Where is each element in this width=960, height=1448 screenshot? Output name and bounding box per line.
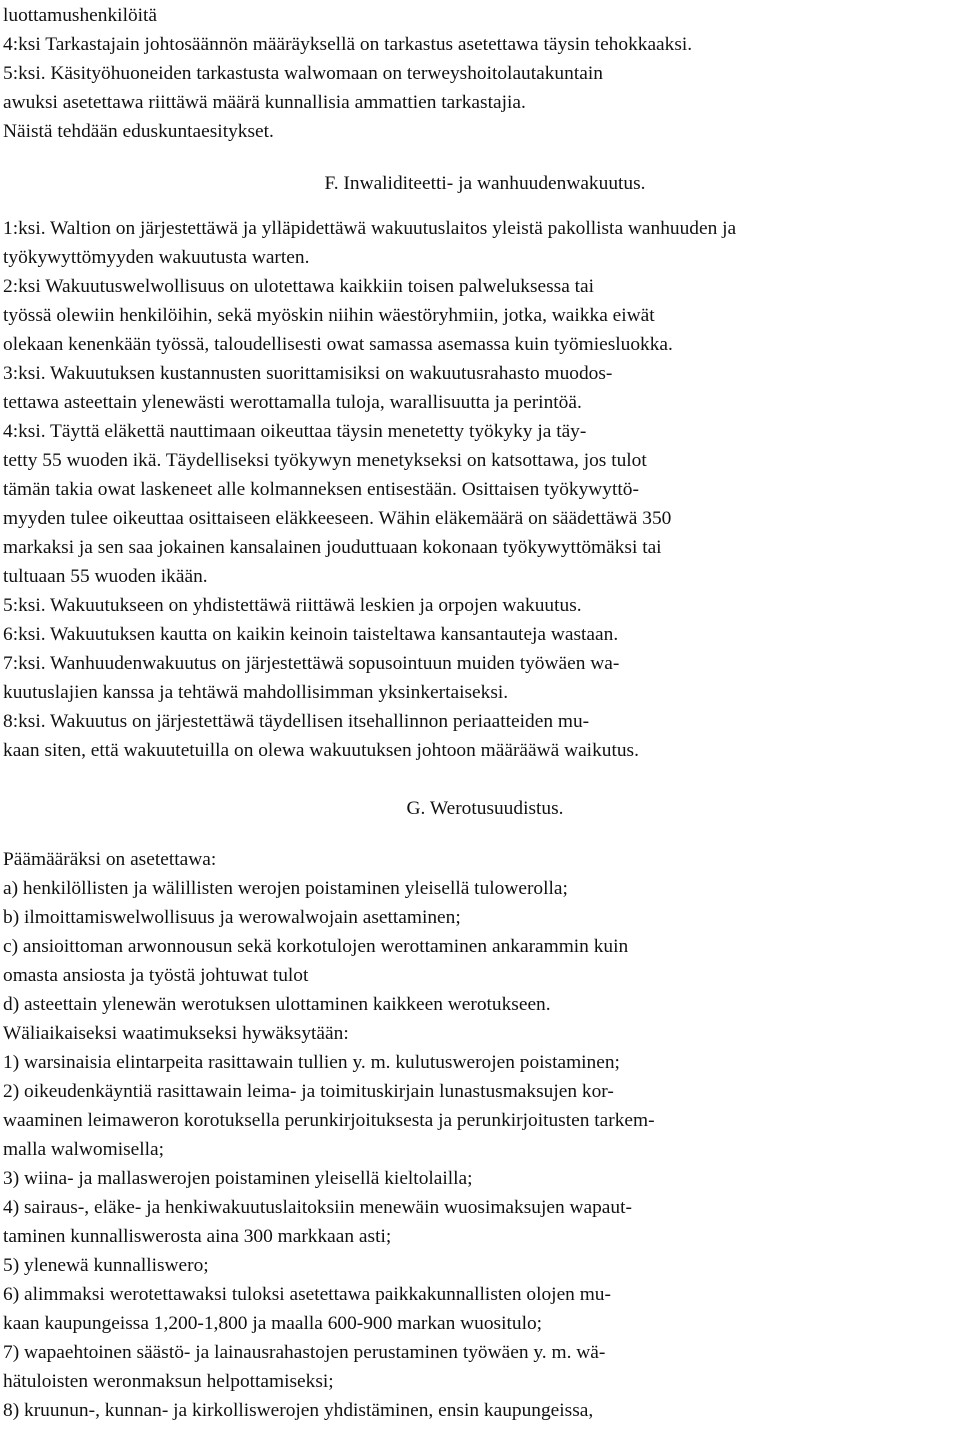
text-line: 1:ksi. Waltion on järjestettäwä ja ylläpidettäwä wakuutuslaitos yleistä pakollista wanhuuden ja <box>3 218 737 239</box>
text-line: tettawa asteettain ylenewästi werottamalla tuloja, warallisuutta ja perintöä. <box>3 392 582 413</box>
text-line: kaan kaupungeissa 1,200-1,800 ja maalla 600-900 markan wuositulo; <box>3 1313 543 1334</box>
text-line: 8) kruunun-, kunnan- ja kirkolliswerojen yhdistäminen, ensin kaupungeissa, <box>3 1400 594 1421</box>
document-page <box>3 1 957 1425</box>
text-line: työssä olewiin henkilöihin, sekä myöskin niihin wäestöryhmiin, jotka, waikka eiwät <box>3 305 655 326</box>
text-line: taminen kunnalliswerosta aina 300 markkaan asti; <box>3 1226 392 1247</box>
text-line: 8:ksi. Wakuutus on järjestettäwä täydellisen itsehallinnon periaatteiden mu- <box>3 711 590 732</box>
text-line: awuksi asetettawa riittäwä määrä kunnallisia ammattien tarkastajia. <box>3 92 526 113</box>
text-line: c) ansioittoman arwonnousun sekä korkotulojen werottaminen ankarammin kuin <box>3 936 629 957</box>
text-line: 3:ksi. Wakuutuksen kustannusten suorittamisiksi on wakuutusrahasto muodos- <box>3 363 613 384</box>
text-line: 5:ksi. Wakuutukseen on yhdistettäwä riittäwä leskien ja orpojen wakuutus. <box>3 595 582 616</box>
text-line: 7) wapaehtoinen säästö- ja lainausrahastojen perustaminen työwäen y. m. wä- <box>3 1342 606 1363</box>
text-line: kuutuslajien kanssa ja tehtäwä mahdollisimman yksinkertaiseksi. <box>3 682 509 703</box>
text-line: Wäliaikaiseksi waatimukseksi hywäksytään: <box>3 1023 349 1044</box>
text-line: 2) oikeudenkäyntiä rasittawain leima- ja toimituskirjain lunastusmaksujen kor- <box>3 1081 614 1102</box>
text-line: omasta ansiosta ja työstä johtuwat tulot <box>3 965 309 986</box>
text-line: b) ilmoittamiswelwollisuus ja werowalwojain asettaminen; <box>3 907 461 928</box>
text-line: tultuaan 55 wuoden ikään. <box>3 566 208 587</box>
text-line: työkywyttömyyden wakuutusta warten. <box>3 247 310 268</box>
text-line: 5) ylenewä kunnalliswero; <box>3 1255 209 1276</box>
text-line: 6) alimmaksi werotettawaksi tuloksi asetettawa paikkakunnallisten olojen mu- <box>3 1284 611 1305</box>
text-line: kaan siten, että wakuutetuilla on olewa wakuutuksen johtoon määrääwä waikutus. <box>3 740 639 761</box>
text-line: olekaan kenenkään työssä, taloudellisesti owat samassa asemassa kuin työmiesluokka. <box>3 334 673 355</box>
text-line: hätuloisten weronmaksun helpottamiseksi; <box>3 1371 334 1392</box>
text-line: 6:ksi. Wakuutuksen kautta on kaikin keinoin taisteltawa kansantauteja wastaan. <box>3 624 619 645</box>
text-line: Päämääräksi on asetettawa: <box>3 849 217 870</box>
text-line: 7:ksi. Wanhuudenwakuutus on järjestettäwä sopusointuun muiden työwäen wa- <box>3 653 620 674</box>
text-line: 3) wiina- ja mallaswerojen poistaminen yleisellä kieltolailla; <box>3 1168 473 1189</box>
text-line: markaksi ja sen saa jokainen kansalainen jouduttuaan kokonaan työkywyttömäksi tai <box>3 537 662 558</box>
text-line: 2:ksi Wakuutuswelwollisuus on ulotettawa kaikkiin toisen palweluksessa tai <box>3 276 595 297</box>
text-line: 4:ksi Tarkastajain johtosäännön määräyksellä on tarkastus asetettawa täysin tehokkaaksi. <box>3 34 693 55</box>
text-line: myyden tulee oikeuttaa osittaiseen eläkkeeseen. Wähin eläkemäärä on säädettäwä 350 <box>3 508 672 529</box>
text-line: tämän takia owat laskeneet alle kolmanneksen entisestään. Osittaisen työkywyttö- <box>3 479 639 500</box>
text-line: a) henkilöllisten ja wälillisten werojen poistaminen yleisellä tulowerolla; <box>3 878 568 899</box>
section-g-heading: G. Werotusuudistus. <box>406 798 564 819</box>
text-line: luottamushenkilöitä <box>3 5 158 26</box>
section-f-heading: F. Inwaliditeetti- ja wanhuudenwakuutus. <box>324 173 646 194</box>
section-g-body <box>3 845 957 1425</box>
text-line: 1) warsinaisia elintarpeita rasittawain tullien y. m. kulutuswerojen poistaminen; <box>3 1052 620 1073</box>
text-line: 4) sairaus-, eläke- ja henkiwakuutuslaitoksiin menewäin wuosimaksujen wapaut- <box>3 1197 632 1218</box>
text-line: waaminen leimaweron korotuksella perunkirjoituksesta ja perunkirjoitusten tarkem- <box>3 1110 655 1131</box>
text-line: tetty 55 wuoden ikä. Täydelliseksi työkywyn menetykseksi on katsottawa, jos tulot <box>3 450 647 471</box>
section-e-continuation <box>3 1 957 146</box>
text-line: malla walwomisella; <box>3 1139 165 1160</box>
text-line: d) asteettain ylenewän werotuksen ulottaminen kaikkeen werotukseen. <box>3 994 551 1015</box>
text-line: 4:ksi. Täyttä eläkettä nauttimaan oikeuttaa täysin menetetty työkyky ja täy- <box>3 421 587 442</box>
text-line: Näistä tehdään eduskuntaesitykset. <box>3 121 274 142</box>
text-line: 5:ksi. Käsityöhuoneiden tarkastusta walwomaan on terweyshoitolautakuntain <box>3 63 603 84</box>
section-f-body <box>3 214 957 765</box>
